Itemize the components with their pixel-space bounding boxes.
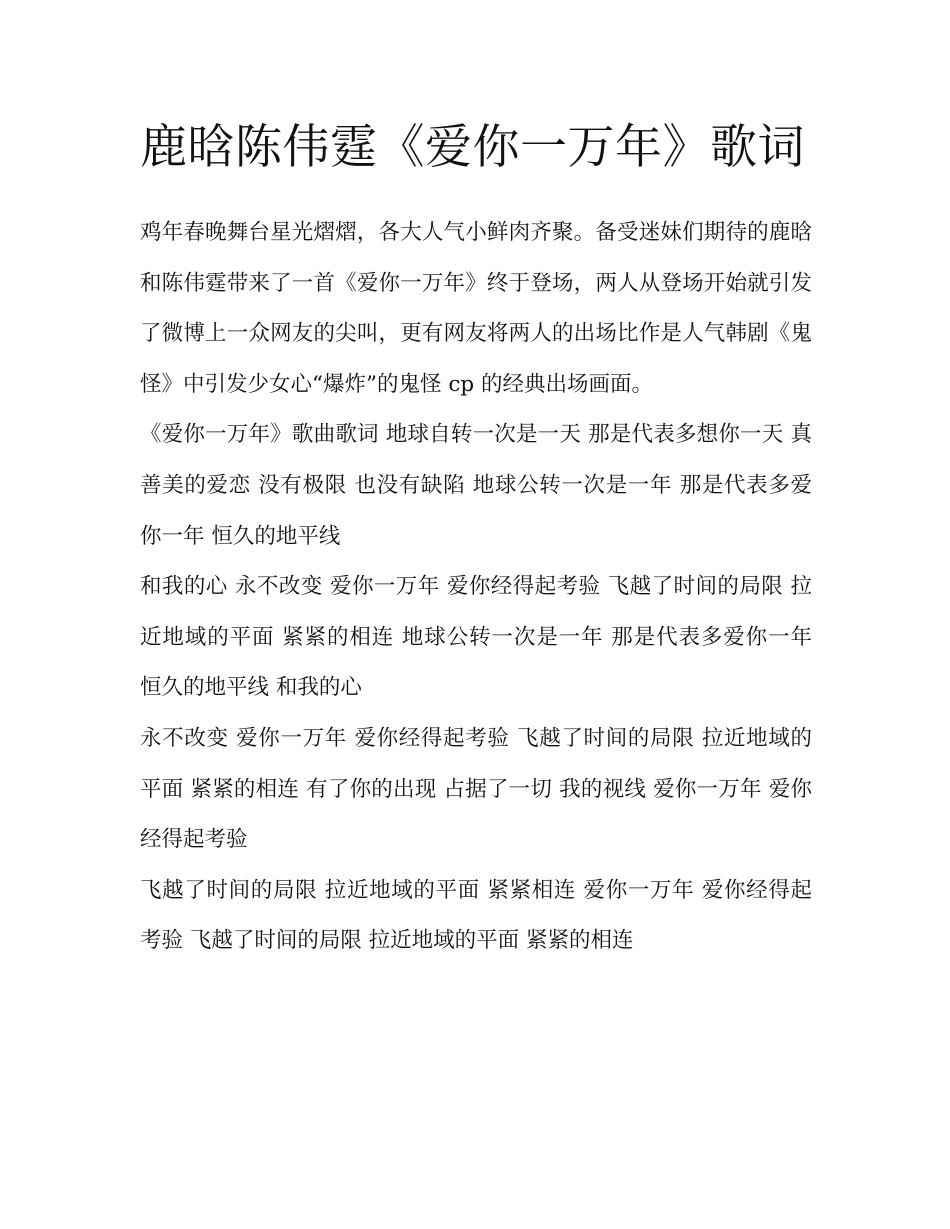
lyrics-paragraph-1: 《爱你一万年》歌曲歌词 地球自转一次是一天 那是代表多想你一天 真善美的爱恋 没有极限 也没有缺陷 地球公转一次是一年 那是代表多爱你一年 恒久的地平线 (140, 422, 812, 549)
lyrics-paragraph-2: 和我的心 永不改变 爱你一万年 爱你经得起考验 飞越了时间的局限 拉近地域的平面 紧紧的相连 地球公转一次是一年 那是代表多爱你一年 恒久的地平线 和我的心 (140, 574, 812, 701)
lyrics-paragraph-3: 永不改变 爱你一万年 爱你经得起考验 飞越了时间的局限 拉近地域的平面 紧紧的相连 有了你的出现 占据了一切 我的视线 爱你一万年 爱你经得起考验 (140, 725, 812, 853)
intro-paragraph: 鸡年春晚舞台星光熠熠，各大人气小鲜肉齐聚。备受迷妹们期待的鹿晗和陈伟霆带来了一首《爱你一万年》终于登场，两人从登场开始就引发了微博上一众网友的尖叫，更有网友将两人的出场比作是人气韩剧《鬼怪》中引发少女心“爆炸”的鬼怪 cp 的经典出场画面。 (140, 220, 812, 397)
document-page (140, 112, 812, 967)
lyrics-paragraph-4: 飞越了时间的局限 拉近地域的平面 紧紧相连 爱你一万年 爱你经得起考验 飞越了时间的局限 拉近地域的平面 紧紧的相连 (140, 877, 812, 954)
page-title: 鹿晗陈伟霆《爱你一万年》歌词 (140, 120, 805, 175)
document-body (140, 208, 812, 967)
